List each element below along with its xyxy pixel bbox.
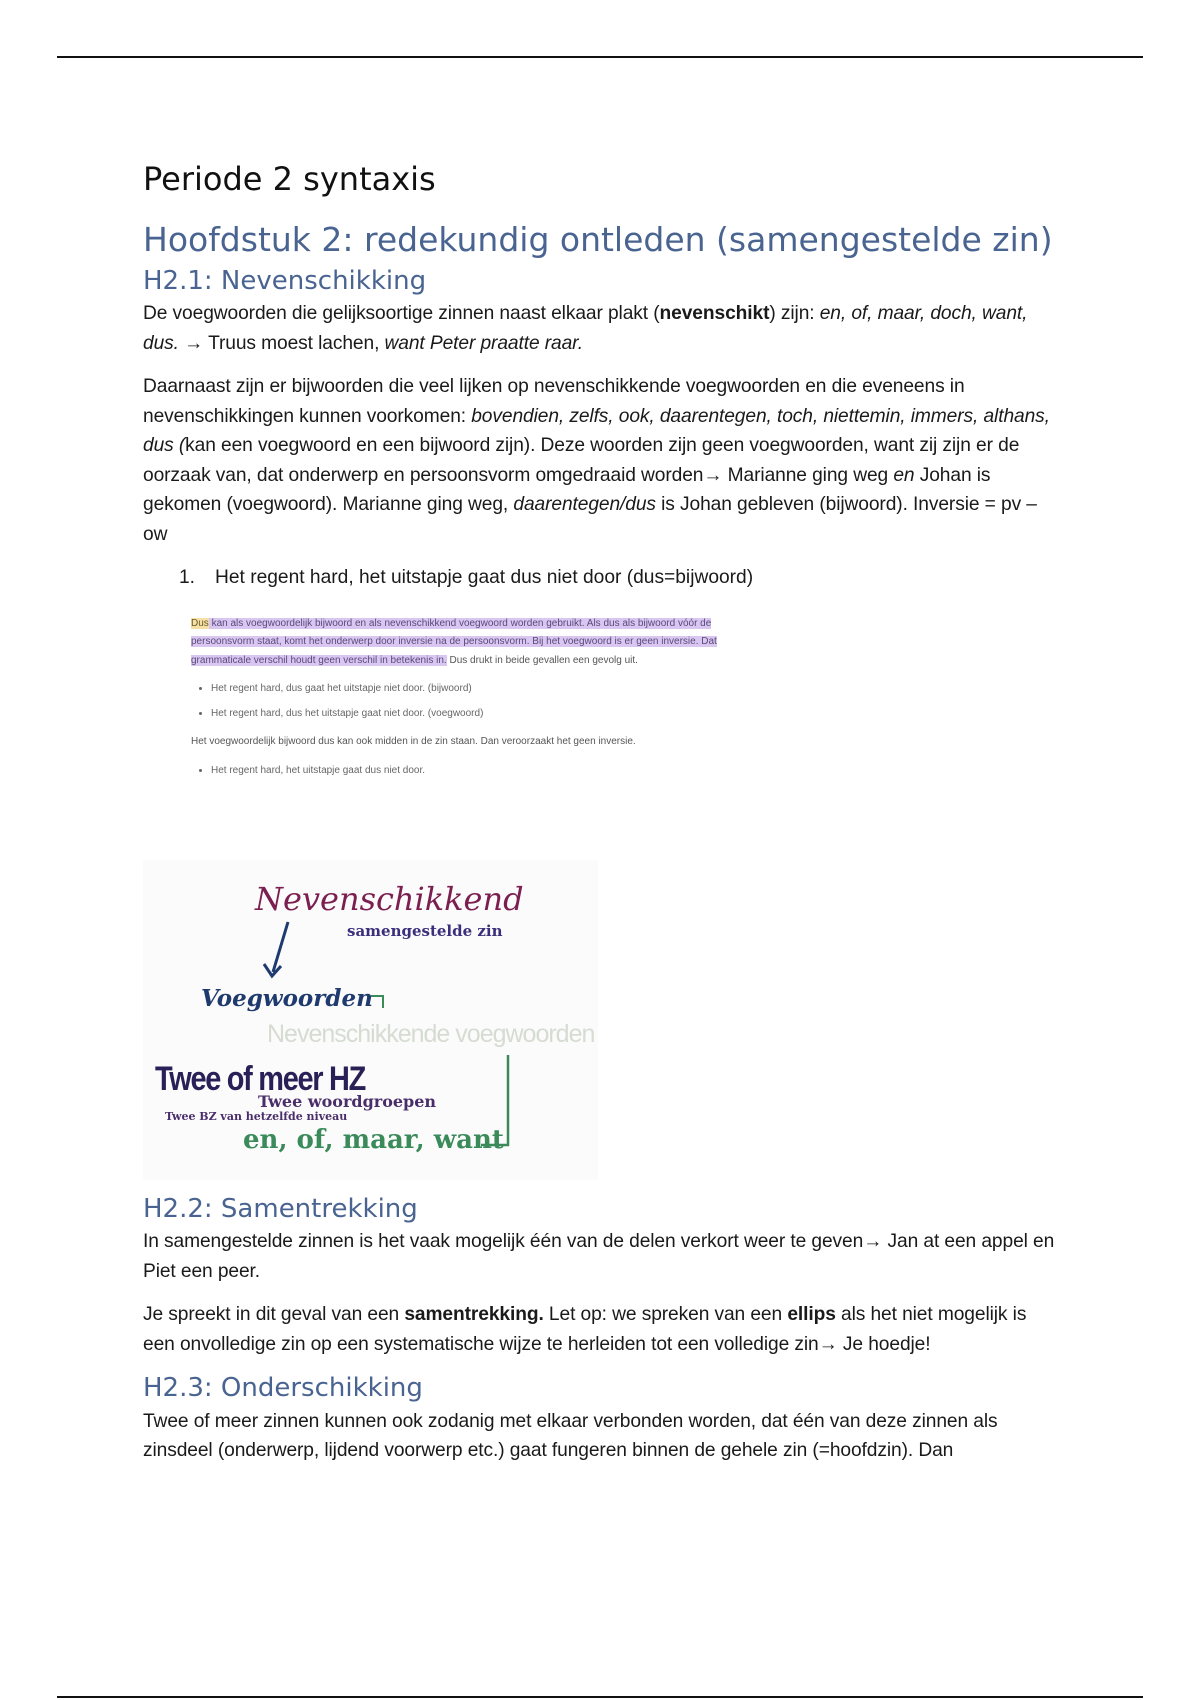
text-run: is Johan gebleven (bijwoord). Inversie = pv – ow — [143, 494, 1037, 545]
page-content — [143, 160, 1063, 1480]
bold-term: nevenschikt — [659, 303, 770, 325]
document-title: Periode 2 syntaxis — [143, 160, 436, 198]
text-run: kan een voegwoord en een bijwoord zijn). Deze woorden zijn geen voegwoorden, want zij zijn er de oorzaak van, dat onderwerp en persoonsvorm omgedraaid worden→ Marianne ging weg — [143, 435, 1020, 486]
text-run: als het niet mogelijk is een onvolledige zin op een systematische wijze te herleiden tot een volledige zin→ Je hoedje! — [143, 1304, 1027, 1355]
embed-bullet-list — [191, 762, 751, 781]
embed-bullet-list — [191, 680, 751, 723]
section-heading-samentrekking: H2.2: Samentrekking — [143, 1194, 418, 1225]
cloud-word-samengestelde: samengestelde zin — [347, 922, 503, 941]
cloud-word-nevenschikkende-voegwoorden: Nevenschikkende voegwoorden — [267, 1020, 595, 1049]
text-run: Je spreekt in dit geval van een — [143, 1304, 405, 1326]
embed-paragraph — [191, 615, 751, 671]
paragraph-voegwoorden — [143, 299, 1063, 358]
footer-rule — [57, 1696, 1143, 1698]
section-heading-nevenschikking: H2.1: Nevenschikking — [143, 265, 427, 296]
section-heading-onderschikking: H2.3: Onderschikking — [143, 1373, 423, 1404]
bold-term: samentrekking. — [404, 1304, 544, 1326]
chapter-heading: Hoofdstuk 2: redekundig ontleden (samengestelde zin) — [143, 220, 1053, 260]
cloud-word-twee-woordgroepen: Twee woordgroepen — [258, 1092, 437, 1112]
italic-run: bovendien, zelfs, ook, daarentegen, toch, niettemin, immers, althans, dus ( — [143, 405, 1050, 457]
text-run: Daarnaast zijn er bijwoorden die veel lijken op nevenschikkende voegwoorden en die eveneens in nevenschikkingen kunnen voorkomen: — [143, 376, 965, 427]
italic-run: want Peter praatte raar. — [384, 332, 583, 354]
paragraph-samentrekking-2 — [143, 1300, 1063, 1359]
text-run: → Truus moest lachen, — [178, 332, 385, 354]
numbered-list-item — [179, 563, 1063, 593]
cloud-word-en-of-maar-want: en, of, maar, want — [243, 1125, 504, 1156]
cloud-word-nevenschikkend: Nevenschikkend — [255, 880, 524, 919]
italic-run: en, of, maar, doch, want, dus. — [143, 303, 1028, 354]
embed-middle-paragraph: Het voegwoordelijk bijwoord dus kan ook midden in de zin staan. Dan veroorzaakt het geen inversie. — [191, 736, 636, 748]
down-arrow-line — [273, 922, 288, 972]
text-run: Dus drukt in beide gevallen een gevolg uit. — [446, 654, 638, 666]
italic-run: en — [893, 464, 915, 486]
list-number: 1. — [179, 567, 196, 589]
text-run: ) zijn: — [769, 303, 820, 325]
paragraph-bijwoorden — [143, 372, 1063, 549]
embed-bullet: • Het regent hard, het uitstapje gaat dus niet door. — [211, 762, 751, 781]
list-item-text: Het regent hard, het uitstapje gaat dus niet door (dus=bijwoord) — [215, 567, 754, 589]
embedded-screenshot — [191, 615, 751, 781]
header-rule — [57, 56, 1143, 58]
text-run: Let op: we spreken van een — [543, 1304, 788, 1326]
paragraph-onderschikking: Twee of meer zinnen kunnen ook zodanig met elkaar verbonden worden, dat één van deze zinnen als zinsdeel (onderwerp, lijdend voorwerp etc.) gaat fungeren binnen de gehele zin (=hoofdzin). Dan — [143, 1410, 998, 1462]
cloud-word-voegwoorden: Voegwoorden — [201, 985, 373, 1013]
bold-term: ellips — [787, 1304, 836, 1326]
cloud-word-twee-hz: Twee of meer HZ — [155, 1060, 365, 1099]
embed-bullet: • Het regent hard, dus het uitstapje gaat niet door. (voegwoord) — [211, 705, 751, 724]
embed-bullet: • Het regent hard, dus gaat het uitstapje niet door. (bijwoord) — [211, 680, 751, 699]
highlight-purple: kan als voegwoordelijk bijwoord en als nevenschikkend voegwoord worden gebruikt. Als dus als bijwoord vóór de persoonsvorm staat, komt het onderwerp door inversie na de persoonsvorm. Bij het voegwoord is er geen inversie. Dat grammaticale verschil houdt geen verschil in betekenis in. — [191, 617, 717, 666]
paragraph-samentrekking-1: In samengestelde zinnen is het vaak mogelijk één van de delen verkort weer te geven→ Jan at een appel en Piet een peer. — [143, 1231, 1055, 1282]
cloud-word-twee-bz: Twee BZ van hetzelfde niveau — [165, 1110, 348, 1124]
text-run: Johan is gekomen (voegwoord). Marianne ging weg, — [143, 464, 991, 516]
highlight-yellow: Dus — [191, 617, 209, 629]
word-cloud-image — [143, 860, 598, 1180]
italic-run: daarentegen/dus — [513, 494, 656, 516]
text-run: De voegwoorden die gelijksoortige zinnen naast elkaar plakt ( — [143, 303, 660, 325]
